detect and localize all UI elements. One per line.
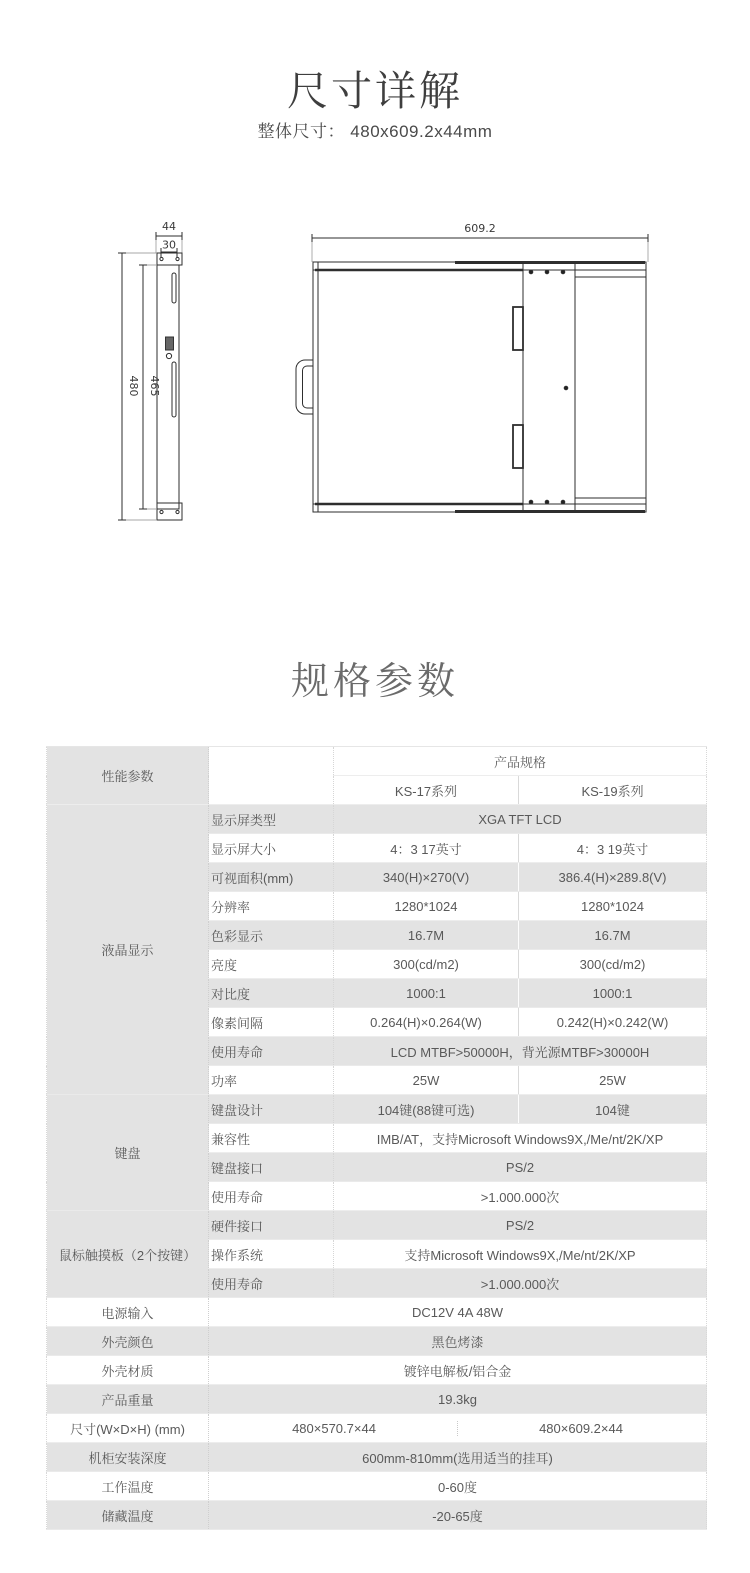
table-row: [47, 1298, 707, 1327]
table-row: [47, 805, 707, 834]
spec-label-cell: 键盘设计: [209, 1095, 334, 1124]
table-row: [47, 1327, 707, 1356]
dim-value-ks19: 480×609.2×44: [539, 1420, 623, 1436]
spec-value-cell: >1.000.000次: [334, 1182, 707, 1211]
spec-value-cell: 镀锌电解板/铝合金: [209, 1356, 707, 1385]
spec-value-cell: LCD MTBF>50000H，背光源MTBF>30000H: [334, 1037, 707, 1066]
spec-value-cell: PS/2: [334, 1153, 707, 1182]
spec-value-cell: 300(cd/m2): [334, 950, 519, 979]
spec-value-cell: 1000:1: [334, 979, 519, 1008]
spec-value-cell: 1280*1024: [519, 892, 707, 921]
dim-label-465: 465: [148, 375, 161, 397]
spec-label-cell: 外壳颜色: [47, 1327, 209, 1356]
spec-value-cell: 25W: [334, 1066, 519, 1095]
spec-label-cell: 显示屏类型: [209, 805, 334, 834]
header-spec-cell: 产品规格: [334, 747, 707, 776]
dim-label-44: 44: [162, 220, 176, 233]
dim-value-ks17: 480×570.7×44: [211, 1421, 458, 1436]
spec-value-cell: 黑色烤漆: [209, 1327, 707, 1356]
spec-value-cell: 340(H)×270(V): [334, 863, 519, 892]
spec-label-cell: 对比度: [209, 979, 334, 1008]
table-row: [47, 1414, 707, 1443]
spec-label-cell: 功率: [209, 1066, 334, 1095]
table-row: [47, 1472, 707, 1501]
spec-value-cell: 16.7M: [519, 921, 707, 950]
spec-value-cell: PS/2: [334, 1211, 707, 1240]
spec-value-cell: IMB/AT，支持Microsoft Windows9X,/Me/nt/2K/XP: [334, 1124, 707, 1153]
spec-value-cell: 1280*1024: [334, 892, 519, 921]
dimension-drawing-svg: [0, 210, 750, 545]
spec-value-cell: 600mm-810mm(选用适当的挂耳): [209, 1443, 707, 1472]
page-title: 尺寸详解: [287, 68, 463, 114]
spec-label-cell: 尺寸(W×D×H) (mm): [47, 1414, 209, 1443]
table-row: [47, 1095, 707, 1124]
spec-label-cell: 色彩显示: [209, 921, 334, 950]
group-keyboard-cell: 键盘: [47, 1095, 209, 1211]
header-perf-cell: 性能参数: [47, 747, 209, 805]
spec-value-cell: >1.000.000次: [334, 1269, 707, 1298]
spec-label-cell: 像素间隔: [209, 1008, 334, 1037]
spec-value-cell: -20-65度: [209, 1501, 707, 1530]
spec-label-cell: 外壳材质: [47, 1356, 209, 1385]
spec-value-cell: 4：3 19英寸: [519, 834, 707, 863]
header-empty-cell: [209, 747, 334, 805]
spec-label-cell: 工作温度: [47, 1472, 209, 1501]
dim-label-480: 480: [127, 375, 140, 397]
group-lcd-cell: 液晶显示: [47, 805, 209, 1095]
spec-label-cell: 硬件接口: [209, 1211, 334, 1240]
spec-label-cell: 使用寿命: [209, 1269, 334, 1298]
spec-label-cell: 操作系统: [209, 1240, 334, 1269]
header-ks17-cell: KS-17系列: [334, 776, 519, 805]
table-row: [47, 1385, 707, 1414]
spec-value-cell: [209, 1414, 707, 1443]
table-row: [47, 1211, 707, 1240]
spec-value-cell: 0-60度: [209, 1472, 707, 1501]
specs-section-title: 规格参数: [290, 661, 459, 703]
table-row: [47, 1501, 707, 1530]
spec-label-cell: 键盘接口: [209, 1153, 334, 1182]
table-row: [47, 1356, 707, 1385]
table-row: [47, 1443, 707, 1472]
dim-label-609: 609.2: [464, 222, 496, 235]
spec-value-cell: XGA TFT LCD: [334, 805, 707, 834]
spec-label-cell: 可视面积(mm): [209, 863, 334, 892]
spec-value-cell: 19.3kg: [209, 1385, 707, 1414]
spec-value-cell: DC12V 4A 48W: [209, 1298, 707, 1327]
spec-label-cell: 显示屏大小: [209, 834, 334, 863]
spec-table: [46, 746, 707, 1530]
spec-value-cell: 支持Microsoft Windows9X,/Me/nt/2K/XP: [334, 1240, 707, 1269]
spec-label-cell: 电源输入: [47, 1298, 209, 1327]
spec-value-cell: 4：3 17英寸: [334, 834, 519, 863]
spec-label-cell: 产品重量: [47, 1385, 209, 1414]
overall-size-text: 整体尺寸： 480x609.2x44mm: [257, 122, 493, 141]
spec-label-cell: 储藏温度: [47, 1501, 209, 1530]
dim-label-30: 30: [162, 238, 176, 252]
spec-value-cell: 0.242(H)×0.242(W): [519, 1008, 707, 1037]
group-touchpad-cell: 鼠标触摸板（2个按键）: [47, 1211, 209, 1298]
technical-drawing: [0, 210, 750, 545]
spec-label-cell: 使用寿命: [209, 1182, 334, 1211]
spec-value-cell: 104键(88键可选): [334, 1095, 519, 1124]
spec-label-cell: 使用寿命: [209, 1037, 334, 1066]
spec-value-cell: 16.7M: [334, 921, 519, 950]
spec-value-cell: 386.4(H)×289.8(V): [519, 863, 707, 892]
spec-label-cell: 分辨率: [209, 892, 334, 921]
spec-label-cell: 兼容性: [209, 1124, 334, 1153]
header-ks19-cell: KS-19系列: [519, 776, 707, 805]
spec-value-cell: 300(cd/m2): [519, 950, 707, 979]
table-header-row: [47, 747, 707, 776]
spec-value-cell: 1000:1: [519, 979, 707, 1008]
spec-label-cell: 机柜安装深度: [47, 1443, 209, 1472]
spec-value-cell: 25W: [519, 1066, 707, 1095]
spec-label-cell: 亮度: [209, 950, 334, 979]
spec-value-cell: 0.264(H)×0.264(W): [334, 1008, 519, 1037]
spec-value-cell: 104键: [519, 1095, 707, 1124]
